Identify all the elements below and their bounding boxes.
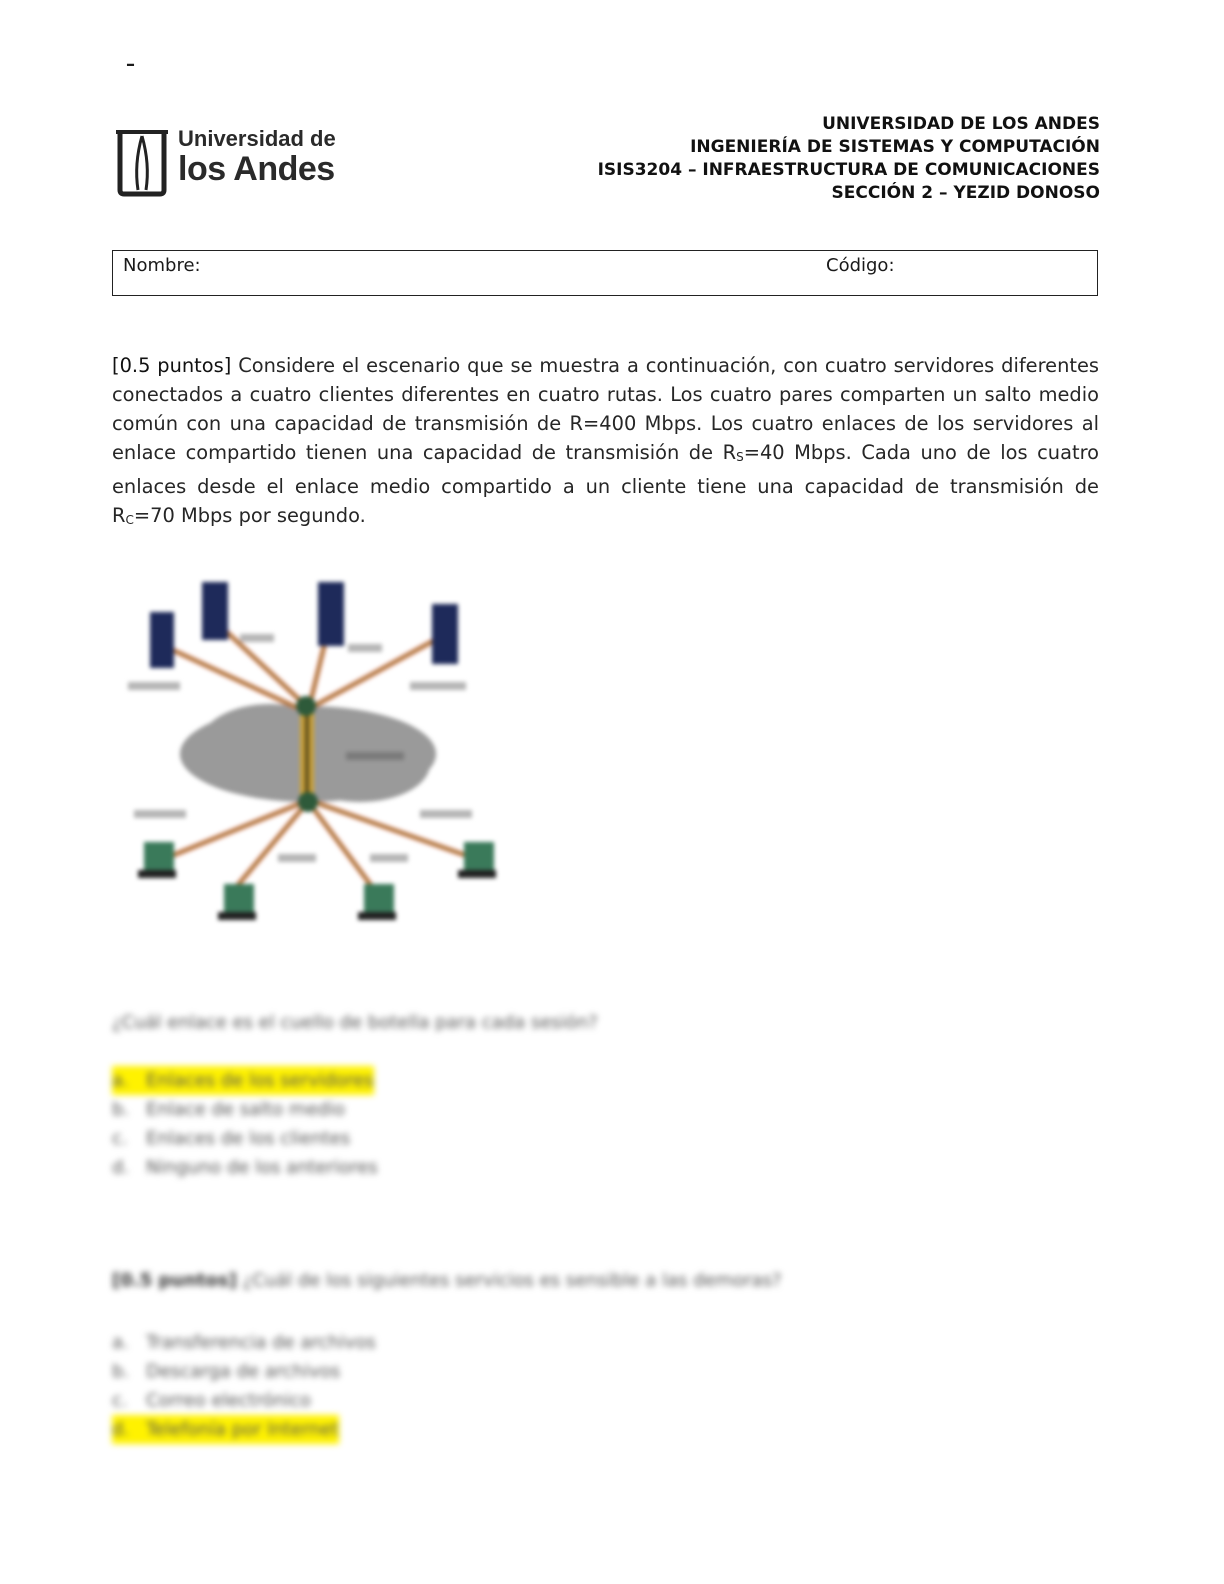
course-header: [598, 113, 1100, 205]
code-label: Código:: [826, 255, 895, 276]
header-line-department: INGENIERÍA DE SISTEMAS Y COMPUTACIÓN: [690, 137, 1100, 157]
q1-option-a[interactable]: [112, 1066, 374, 1095]
header-line-university: UNIVERSIDAD DE LOS ANDES: [822, 114, 1100, 134]
q1-option-c[interactable]: [112, 1124, 378, 1153]
university-logo: [112, 124, 342, 204]
client-1-icon: [144, 842, 174, 870]
problem-points: [0.5 puntos]: [112, 354, 232, 377]
router-bottom-icon: [298, 792, 318, 812]
option-text: Ninguno de los anteriores: [146, 1157, 378, 1178]
option-text: Correo electrónico: [146, 1390, 311, 1411]
option-text: Transferencia de archivos: [146, 1332, 376, 1353]
option-text: Telefonía por Internet: [146, 1419, 339, 1440]
header-line-course: ISIS3204 – INFRAESTRUCTURA DE COMUNICACIONES: [597, 160, 1100, 180]
option-letter: c.: [112, 1390, 128, 1411]
name-label: Nombre:: [123, 255, 201, 276]
option-letter: a.: [112, 1070, 129, 1091]
logo-line-1: Universidad de: [178, 126, 336, 151]
network-diagram: [120, 574, 500, 944]
server-2-icon: [202, 582, 228, 640]
q1-option-d[interactable]: [112, 1153, 378, 1182]
top-mark: –: [126, 54, 135, 75]
logo-emblem-icon: [112, 124, 172, 200]
problem-text-b: =40 Mbps. Cada uno de los cuatro enlaces desde el enlace medio compartido a un cliente tiene una capacidad de transmisión de R: [112, 441, 1099, 527]
question-2-options: [112, 1328, 376, 1444]
option-letter: b.: [112, 1099, 130, 1120]
router-top-icon: [296, 696, 316, 716]
problem-statement: [112, 351, 1099, 535]
q2-option-b[interactable]: [112, 1357, 376, 1386]
question-1-options: [112, 1066, 378, 1182]
question-2-prompt: [112, 1270, 782, 1291]
client-4-icon: [464, 842, 494, 870]
server-3-icon: [318, 582, 344, 646]
option-text: Enlaces de los servidores: [146, 1070, 374, 1091]
client-3-icon: [364, 884, 394, 912]
option-letter: c.: [112, 1128, 128, 1149]
server-4-icon: [432, 604, 458, 664]
question-1-prompt: ¿Cuál enlace es el cuello de botella para cada sesión?: [112, 1012, 598, 1033]
header-line-section: SECCIÓN 2 – YEZID DONOSO: [831, 183, 1100, 203]
option-text: Descarga de archivos: [146, 1361, 341, 1382]
q2-option-d[interactable]: [112, 1415, 339, 1444]
option-letter: d.: [112, 1157, 130, 1178]
client-2-icon: [224, 884, 254, 912]
option-letter: b.: [112, 1361, 130, 1382]
student-info-box[interactable]: [112, 250, 1098, 296]
q1-option-b[interactable]: [112, 1095, 378, 1124]
option-letter: d.: [112, 1419, 130, 1440]
server-1-icon: [150, 612, 174, 668]
subscript-s: S: [736, 450, 744, 464]
question-2-text: ¿Cuál de los siguientes servicios es sensible a las demoras?: [236, 1270, 782, 1291]
q2-option-c[interactable]: [112, 1386, 376, 1415]
question-2-points: [0.5 puntos]: [112, 1270, 237, 1291]
option-letter: a.: [112, 1332, 129, 1353]
problem-text-a: Considere el escenario que se muestra a continuación, con cuatro servidores diferentes conectados a cuatro clientes diferentes en cuatro rutas. Los cuatro pares comparten un salto medio común con una capacidad de transmisión de R=400 Mbps. Los cuatro enlaces de los servidores al enlace compartido tienen una capacidad de transmisión de R: [112, 354, 1099, 464]
option-text: Enlaces de los clientes: [146, 1128, 351, 1149]
q2-option-a[interactable]: [112, 1328, 376, 1357]
subscript-c: C: [125, 513, 134, 527]
logo-line-2: los Andes: [178, 150, 335, 188]
option-text: Enlace de salto medio: [146, 1099, 345, 1120]
problem-text-c: =70 Mbps por segundo.: [133, 504, 366, 527]
